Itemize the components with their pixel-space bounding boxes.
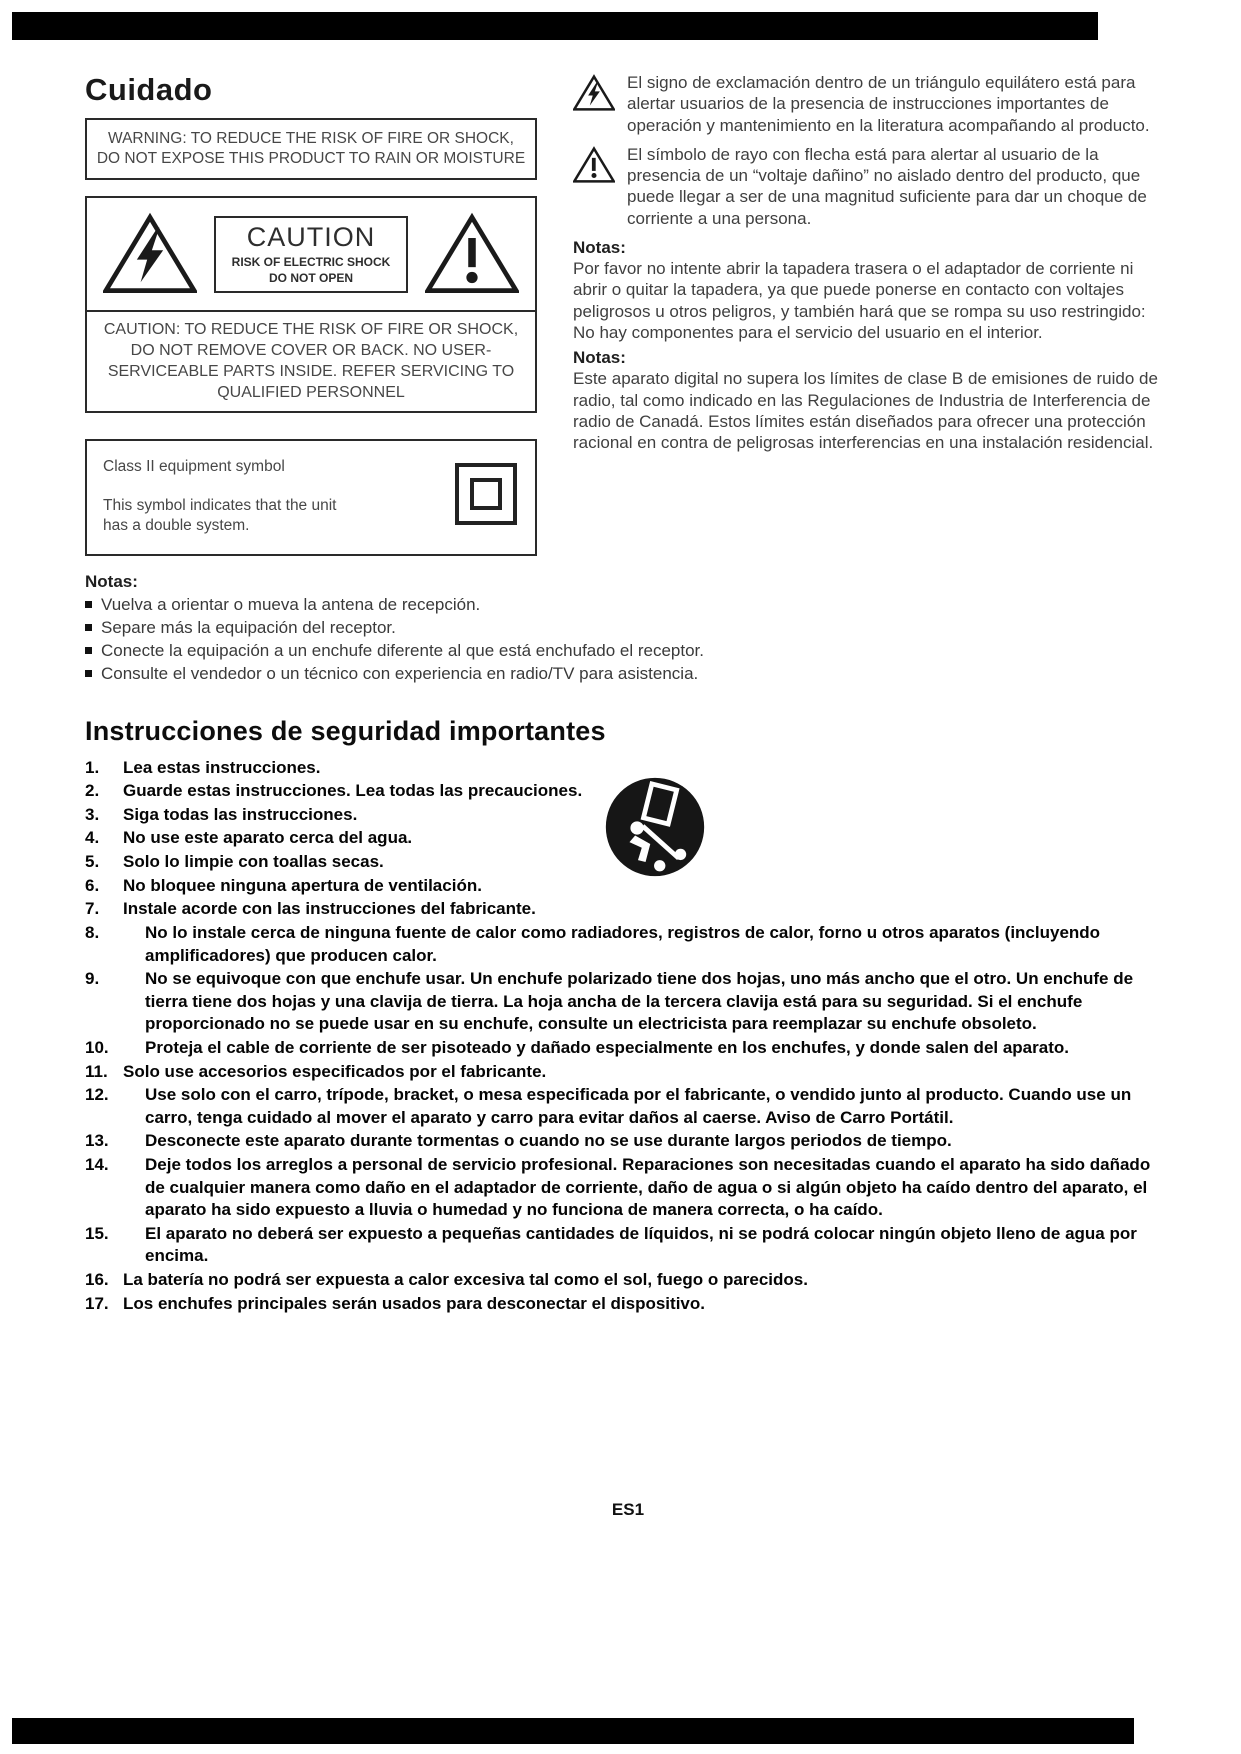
safety-instructions-list [85,757,1171,1316]
class2-title: Class II equipment symbol [103,458,285,476]
exclamation-triangle-icon [573,146,615,184]
notes-column [573,72,1171,556]
caution-sub2: DO NOT OPEN [268,270,353,285]
page-content [85,72,1171,1519]
bolt-triangle-icon [103,212,197,296]
instruction-item: 15. El aparato no deberá ser expuesto a pequeñas cantidades de líquidos, ni se podrá colocar ningún objeto lleno de agua por encima. [85,1223,1137,1266]
list-item [85,663,1171,686]
notas-label-1: Notas: [573,237,626,257]
bottom-divider-bar [12,1718,1134,1744]
bolt-note-text: El símbolo de rayo con flecha está para alertar al usuario de la presencia de un “voltaje dañino” no aislado dentro del producto, que puede llegar a ser de una magnitud suficiente para dar un choque de corriente a una persona. [627,144,1147,228]
warning-box [85,118,537,180]
instruction-item: 1. Lea estas instrucciones. [85,757,321,777]
warning-text: WARNING: TO REDUCE THE RISK OF FIRE OR SHOCK, DO NOT EXPOSE THIS PRODUCT TO RAIN OR MOISTURE [96,130,526,168]
class2-box [85,439,537,555]
bullet-square-icon [85,624,92,631]
list-item [85,594,1171,617]
class2-double-square-icon [455,463,517,525]
instruction-item: 4. No use este aparato cerca del agua. [85,828,413,848]
page-number: ES1 [611,1500,645,1519]
instruction-item: 17. Los enchufes principales serán usados para desconectar el dispositivo. [85,1293,705,1313]
top-divider-bar [12,12,1098,40]
notas-bullet-block [85,572,1171,686]
instruction-item: 3. Siga todas las instrucciones. [85,804,358,824]
notas-bullet-list [85,594,1171,686]
instruction-item: 5. Solo lo limpie con toallas secas. [85,852,384,872]
caution-sub1: RISK OF ELECTRIC SHOCK [231,254,391,269]
instruction-item: 9. No se equivoque con que enchufe usar. Un enchufe polarizado tiene dos hojas, uno más ancho que el otro. Un enchufe de tierra tiene dos hojas y una clavija de tierra. La hoja ancha de la tercera clavija está para su seguridad. Si el enchufe proporcionado no se puede usar en su enchufe, consulte un electricista para reemplazar su enchufe obsoleto. [85,969,1134,1034]
bolt-note-row [573,144,1171,229]
list-item-text: Consulte el vendedor o un técnico con experiencia en radio/TV para asistencia. [101,663,699,683]
instruction-item: 6. No bloquee ninguna apertura de ventilación. [85,875,482,895]
list-item [85,640,1171,663]
instruction-item: 2. Guarde estas instrucciones. Lea todas las precauciones. [85,781,583,801]
section-title-cuidado: Cuidado [85,72,213,107]
notas-text-2: Este aparato digital no supera los límites de clase B de emisiones de ruido de radio, tal como indicado en las Regulaciones de Industria de Interferencia de radio de Canadá. Estos límites están diseñados para ofrecer una protección racional en contra de peligrosas interferencias en una instalación residencial. [573,369,1158,452]
instruction-item: 12. Use solo con el carro, trípode, bracket, o mesa especificada por el fabricante, o vendido junto al producto. Cuando use un carro, tenga cuidado al mover el aparato y carro para evitar daños al caerse. Aviso de Carro Portátil. [85,1085,1132,1127]
instruction-item: 11. Solo use accesorios especificados por el fabricante. [85,1061,547,1081]
bolt-triangle-icon [573,74,615,112]
class2-desc: This symbol indicates that the unit has a double system. [103,496,337,534]
caution-text: CAUTION: TO REDUCE THE RISK OF FIRE OR SHOCK, DO NOT REMOVE COVER OR BACK. NO USER-SERVICEABLE PARTS INSIDE. REFER SERVICING TO QUALIFIED PERSONNEL [103,321,519,401]
tip-over-warning-icon [603,775,707,879]
list-item-text: Vuelva a orientar o mueva la antena de recepción. [101,594,481,614]
bullet-square-icon [85,647,92,654]
exclamation-triangle-icon [425,212,519,296]
top-two-column-area [85,72,1171,556]
instruction-item: 7. Instale acorde con las instrucciones del fabricante. [85,899,536,919]
list-item-text: Conecte la equipación a un enchufe diferente al que está enchufado el receptor. [101,640,704,660]
instruction-item: 10. Proteja el cable de corriente de ser pisoteado y dañado especialmente en los enchufes, y donde salen del aparato. [85,1037,1069,1057]
exclamation-note-row [573,72,1171,136]
list-item-text: Separe más la equipación del receptor. [101,617,396,637]
notas-label-2: Notas: [573,348,626,367]
section-title-instrucciones: Instrucciones de seguridad importantes [85,715,606,746]
instruction-item: 8. No lo instale cerca de ninguna fuente de calor como radiadores, registros de calor, forno u otros aparatos (incluyendo amplificadores) que producen calor. [85,922,1101,965]
caution-text-box [85,310,537,413]
caution-section [85,72,537,556]
bullet-square-icon [85,601,92,608]
class2-text [103,457,353,535]
instruction-item: 14. Deje todos los arreglos a personal de servicio profesional. Reparaciones son necesitadas cuando el aparato ha sido dañado de cualquier manera como daño en el adaptador de corriente, daño de agua o si algún objeto ha caído dentro del aparato, el aparato ha sido expuesto a lluvia o humedad y no funciona de manera correcta, o ha caído. [85,1155,1151,1220]
list-item [85,617,1171,640]
caution-inner-box [214,216,409,293]
instruction-item: 16. La batería no podrá ser expuesta a calor excesiva tal como el sol, fuego o parecidos. [85,1270,808,1290]
caution-label: CAUTION [246,221,376,252]
caution-symbol-box [85,196,537,312]
notas-bullet-label: Notas: [85,571,138,591]
exclamation-note-text: El signo de exclamación dentro de un triángulo equilátero está para alertar usuarios de la presencia de instrucciones importantes de operación y mantenimiento en la literatura acompañando al producto. [627,73,1150,135]
notas-text-1: Por favor no intente abrir la tapadera trasera o el adaptador de corriente ni abrir o quitar la tapadera, ya que puede ponerse en contacto con voltajes peligrosos u otros peligros, y también hará que se rompa su uso restringido: No hay componentes para el servicio del usuario en el interior. [573,259,1146,342]
instruction-item: 13. Desconecte este aparato durante tormentas o cuando no se use durante largos periodos de tiempo. [85,1131,952,1151]
bullet-square-icon [85,670,92,677]
